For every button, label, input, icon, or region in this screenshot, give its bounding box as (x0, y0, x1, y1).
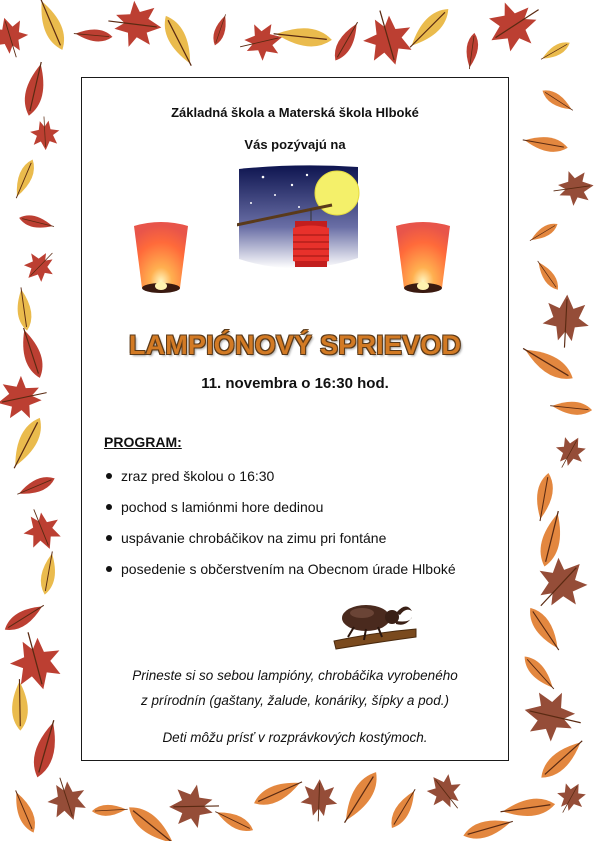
autumn-leaf-icon (551, 168, 595, 208)
autumn-leaf-icon (16, 325, 47, 380)
autumn-leaf-icon (464, 32, 480, 70)
autumn-leaf-icon (300, 779, 338, 822)
sky-lantern-icon (392, 218, 454, 302)
autumn-leaf-icon (524, 603, 565, 654)
bullet-icon (106, 473, 112, 479)
autumn-leaf-icon (42, 772, 92, 826)
autumn-leaf-icon (461, 814, 515, 841)
autumn-leaf-icon (536, 735, 588, 784)
program-item-text: pochod s lamiónmi hore dedinou (121, 499, 324, 515)
autumn-leaf-icon (337, 767, 384, 827)
moon-and-paper-lantern-night-icon (237, 163, 360, 278)
autumn-leaf-icon (478, 0, 552, 61)
autumn-leaf-icon (251, 775, 306, 811)
event-datetime: 11. novembra o 16:30 hod. (201, 375, 389, 392)
program-item (104, 526, 484, 550)
program-item (104, 557, 484, 581)
autumn-leaf-icon (541, 293, 590, 348)
autumn-leaf-icon (92, 804, 128, 817)
autumn-leaf-icon (18, 213, 56, 232)
program-item-text: uspávanie chrobáčikov na zimu pri fontáne (121, 530, 387, 546)
autumn-leaf-icon (106, 0, 165, 50)
note-costumes: Deti môžu prísť v rozprávkových kostýmoch. (162, 730, 428, 745)
autumn-leaf-icon (14, 287, 33, 332)
autumn-leaf-icon (38, 550, 59, 595)
autumn-leaf-icon (169, 784, 220, 828)
autumn-leaf-icon (3, 626, 68, 696)
autumn-leaf-icon (550, 777, 591, 819)
program-item-text: zraz pred školou o 16:30 (121, 468, 275, 484)
program-list (104, 464, 484, 588)
autumn-leaf-icon (158, 12, 199, 70)
program-heading: PROGRAM: (104, 434, 182, 450)
autumn-leaf-icon (539, 86, 575, 115)
autumn-leaf-icon (386, 786, 421, 832)
autumn-leaf-icon (273, 25, 333, 49)
bullet-icon (106, 504, 112, 510)
autumn-leaf-icon (236, 19, 286, 65)
autumn-leaf-icon (533, 472, 556, 523)
autumn-leaf-icon (519, 341, 578, 386)
autumn-leaf-icon (29, 718, 63, 780)
autumn-leaf-icon (0, 13, 33, 63)
autumn-leaf-icon (499, 796, 556, 820)
autumn-leaf-icon (210, 13, 230, 47)
autumn-leaf-icon (9, 788, 40, 836)
autumn-leaf-icon (10, 157, 38, 201)
program-item (104, 495, 484, 519)
autumn-leaf-icon (12, 679, 29, 731)
autumn-leaf-icon (0, 371, 51, 424)
autumn-leaf-icon (404, 3, 454, 53)
invitation-card (81, 77, 509, 761)
bullet-icon (106, 566, 112, 572)
autumn-leaf-icon (520, 652, 559, 693)
autumn-leaf-icon (18, 243, 64, 289)
autumn-leaf-icon (549, 431, 591, 475)
bullet-icon (106, 535, 112, 541)
autumn-leaf-icon (527, 220, 560, 245)
note-bring-line-1: Prineste si so sebou lampióny, chrobáčika vyrobeného (132, 668, 458, 683)
autumn-leaf-icon (29, 116, 60, 151)
sky-lantern-icon (130, 218, 192, 302)
autumn-leaf-icon (330, 19, 364, 64)
autumn-leaf-icon (420, 767, 471, 819)
autumn-leaf-icon (6, 414, 47, 472)
event-title: LAMPIÓNOVÝ SPRIEVOD (128, 330, 462, 360)
autumn-leaf-icon (550, 399, 593, 416)
invite-line: Vás pozývajú na (244, 137, 346, 152)
autumn-leaf-icon (17, 502, 67, 555)
autumn-leaf-icon (519, 685, 586, 747)
autumn-leaf-icon (33, 0, 70, 53)
autumn-leaf-icon (522, 133, 569, 155)
autumn-leaf-icon (15, 473, 57, 500)
autumn-leaf-icon (21, 60, 50, 117)
stag-beetle-icon (332, 593, 417, 653)
autumn-leaf-icon (538, 38, 572, 63)
note-bring-line-2: z prírodnín (gaštany, žalude, konáriky, šípky a pod.) (141, 693, 449, 708)
autumn-leaf-icon (1, 599, 47, 635)
autumn-leaf-icon (73, 28, 113, 43)
school-name: Základná škola a Materská škola Hlboké (171, 105, 419, 120)
program-item (104, 464, 484, 488)
program-item-text: posedenie s občerstvením na Obecnom úrade Hlboké (121, 561, 456, 577)
autumn-leaf-icon (212, 806, 255, 836)
autumn-leaf-icon (356, 4, 419, 72)
autumn-leaf-icon (533, 258, 562, 293)
